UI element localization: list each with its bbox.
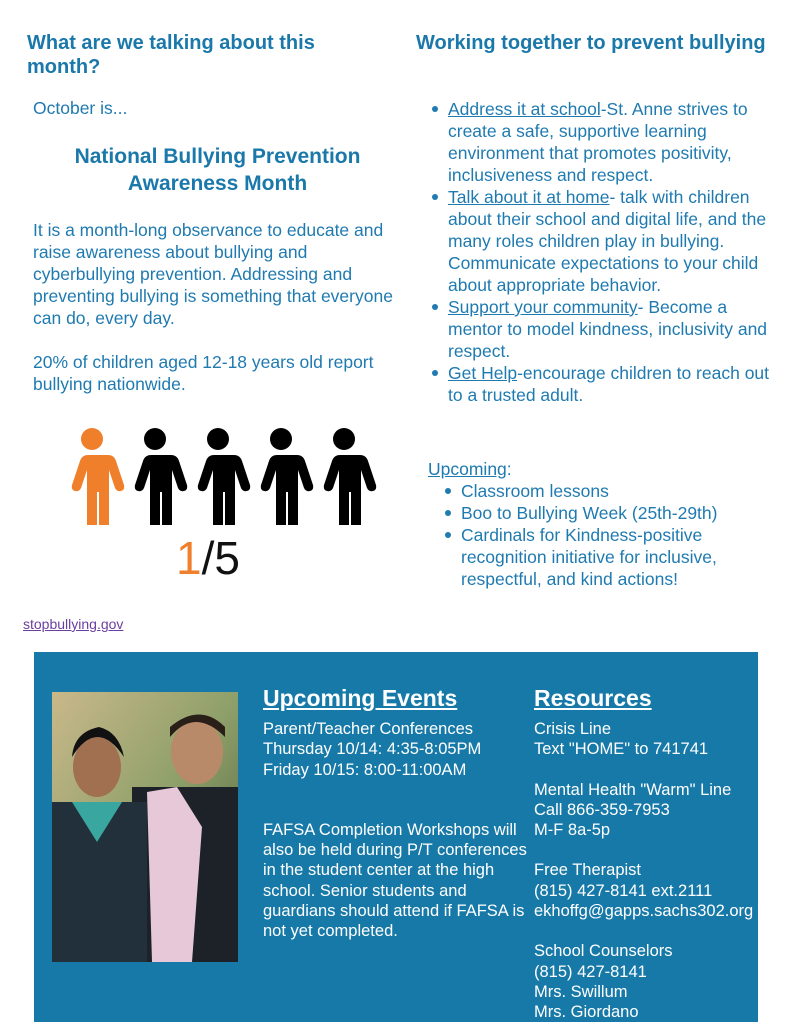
fraction-numerator: 1 xyxy=(176,532,202,584)
person-icon xyxy=(135,428,187,525)
resources-body xyxy=(534,719,756,1023)
upcoming-item: Cardinals for Kindness-positive recognition initiative for inclusive, respectful, and kind actions! xyxy=(461,524,771,590)
resource-line: M-F 8a-5p xyxy=(534,821,611,840)
tip-text: -encourage children to reach out to a trusted adult. xyxy=(448,363,770,405)
tip-link[interactable]: Talk about it at home xyxy=(448,187,610,207)
family-photo xyxy=(52,692,238,962)
tip-text: - talk with children about their school and digital life, and the many roles children play in bullying. Communicate expectations to your child about appropriate behavior. xyxy=(448,187,767,295)
upcoming-colon: : xyxy=(506,459,512,479)
tip-item xyxy=(448,186,783,296)
person-icon xyxy=(324,428,376,525)
resource-line: Mrs. Giordano xyxy=(534,1003,639,1022)
person-icon xyxy=(198,428,250,525)
tip-link[interactable]: Address it at school xyxy=(448,99,601,119)
month-title-line2: Awareness Month xyxy=(127,172,308,195)
events-heading: Upcoming Events xyxy=(263,685,458,711)
right-heading: Working together to prevent bullying xyxy=(416,32,766,54)
tip-text: -St. Anne strives to create a safe, supportive learning environment that promotes positivity, inclusiveness and respect. xyxy=(448,99,748,185)
tip-link[interactable]: Support your community xyxy=(448,297,638,317)
resources-heading: Resources xyxy=(534,685,652,711)
tip-item xyxy=(448,362,783,406)
person-icon xyxy=(261,428,313,525)
intro-text: October is... xyxy=(33,98,128,118)
tip-item xyxy=(448,98,783,186)
resource-line: (815) 427-8141 xyxy=(534,962,647,981)
tip-link[interactable]: Get Help xyxy=(448,363,518,383)
fafsa-text: FAFSA Completion Workshops will also be held during P/T conferences in the student center at the high school. Senior students and guardians should attend if FAFSA is not yet completed. xyxy=(263,820,527,941)
upcoming-item: Classroom lessons xyxy=(461,480,771,502)
event-line: Parent/Teacher Conferences xyxy=(263,720,474,738)
events-panel xyxy=(34,652,758,1022)
left-heading: What are we talking about this month? xyxy=(27,32,315,78)
stopbullying-link[interactable]: stopbullying.gov xyxy=(23,616,124,632)
statistic: 20% of children aged 12-18 years old report bullying nationwide. xyxy=(33,352,374,394)
tips-list xyxy=(448,98,783,406)
upcoming-label xyxy=(428,458,512,480)
upcoming-list xyxy=(461,480,771,590)
month-title-line1: National Bullying Prevention xyxy=(74,145,361,168)
upcoming-label-text: Upcoming xyxy=(428,459,507,479)
resource-line: Mental Health "Warm" Line xyxy=(534,780,732,799)
resource-email[interactable]: ekhoffg@gapps.sachs302.org xyxy=(534,902,754,921)
event-line: Friday 10/15: 8:00-11:00AM xyxy=(263,760,467,779)
person-orange-icon xyxy=(72,428,124,525)
resource-line: Call 866-359-7953 xyxy=(534,800,670,819)
tip-item xyxy=(448,296,783,362)
people-graphic xyxy=(60,423,380,525)
fraction xyxy=(176,532,240,584)
month-title xyxy=(40,143,395,197)
upcoming-item: Boo to Bullying Week (25th-29th) xyxy=(461,502,771,524)
resource-line: Free Therapist xyxy=(534,861,641,880)
event-line: Thursday 10/14: 4:35-8:05PM xyxy=(263,740,482,759)
fraction-rest: /5 xyxy=(201,532,240,584)
tip-text: - Become a mentor to model kindness, inclusivity and respect. xyxy=(448,297,768,361)
resource-line: Text "HOME" to 741741 xyxy=(534,740,709,759)
description: It is a month-long observance to educate and raise awareness about bullying and cyberbullying prevention. Addressing and preventing bullying is something that everyone can do, every day. xyxy=(33,220,393,328)
events-body xyxy=(263,719,528,942)
resource-line: (815) 427-8141 ext.2111 xyxy=(534,881,713,900)
resource-line: Mrs. Swillum xyxy=(534,982,628,1001)
resource-line: School Counselors xyxy=(534,942,673,961)
resource-line: Crisis Line xyxy=(534,720,612,738)
